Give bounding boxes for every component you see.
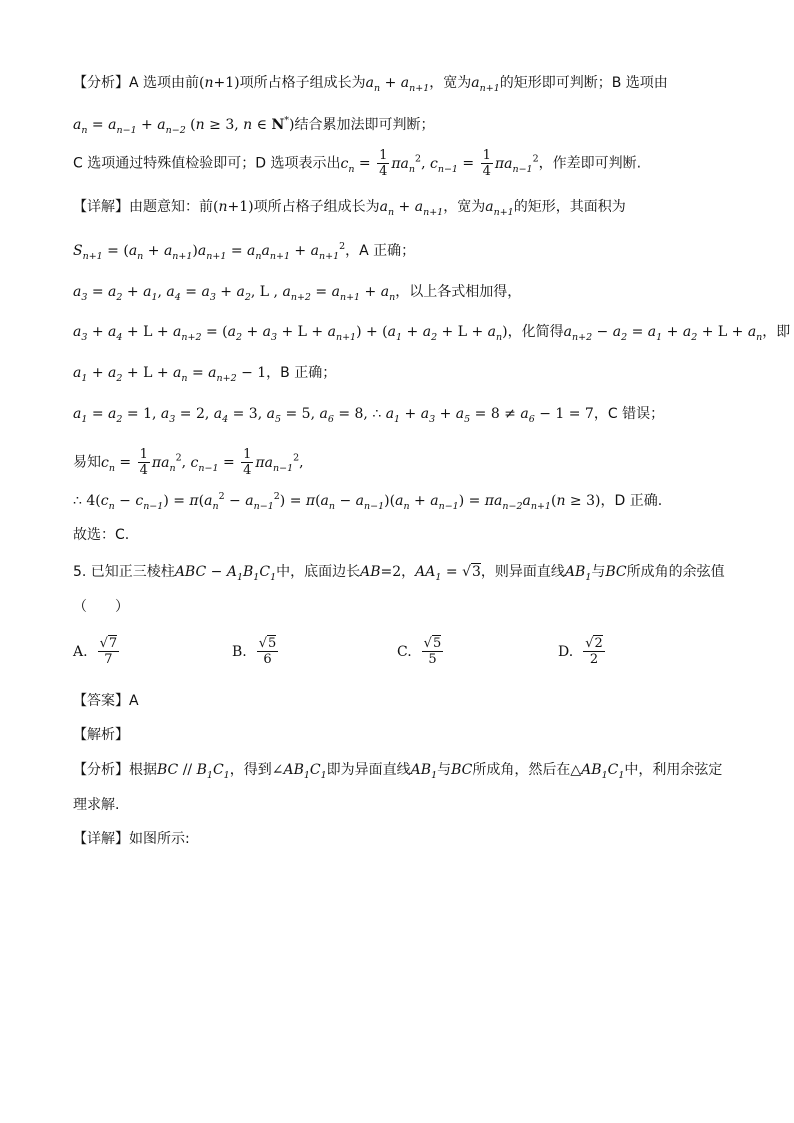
option-c: C. $\frac{√5}{5}$: [397, 636, 442, 667]
analysis-line-1: 【分析】A 选项由前(n+1)项所占格子组成长为$a_n + a_{n+1}$，宽为$a_{n+1}$的矩形即可判断；B 选项由: [73, 75, 668, 94]
analysis-line-3: C 选项通过特殊值检验即可；D 选项表示出$c_n$ = $\frac{1}{4}$ $\pi a_n^2$, $c_{n-1}$ = $\frac{1}{4}$ $\pi a_{n-1}^2$，作差即可判断.: [73, 148, 642, 179]
answer-value: A: [129, 693, 139, 709]
option-d: D. $\frac{√2}{2}$: [558, 636, 603, 667]
detail-line-8: ∴ $4(c_n - c_{n-1}) = \pi(a_n^2 - a_{n-1}^2) = \pi(a_n - a_{n-1})(a_n + a_{n-1}) = \pi a_{n-2}a_{n+1}(n \ge 3)$，D 正确.: [73, 491, 663, 512]
option-a: A. $\frac{√7}{7}$: [73, 636, 118, 667]
option-b: B. $\frac{√5}{6}$: [232, 636, 277, 667]
detail-line-6: $a_1 = a_2 = 1$, $a_3 = 2$, $a_4 = 3$, $a_5 = 5$, $a_6 = 8$, ∴ $a_1 + a_3 + a_5 = 8 \ne a_6 - 1 = 7$，C 错误；: [73, 406, 665, 425]
question-5-stem: 5. 已知正三棱柱ABC − $A_1B_1C_1$中，底面边长AB=2，$AA_1 = √3$，则异面直线$AB_1$与BC所成角的余弦值: [73, 564, 725, 583]
detail-line-5: $a_1 + a_2 + L + a_n = a_{n+2} - 1$，B 正确；: [73, 365, 337, 384]
detail-line-7: 易知$c_n$ = $\frac{1}{4}$ $\pi a_n^2$, $c_{n-1}$ = $\frac{1}{4}$ $\pi a_{n-1}^2$,: [73, 447, 304, 478]
answer-tag: 【答案】: [73, 693, 129, 709]
detail-line-2: $S_{n+1} = (a_n + a_{n+1})a_{n+1} = a_na_{n+1} + a_{n+1}^2$，A 正确；: [73, 241, 416, 262]
detail-line-3: $a_3 = a_2 + a_1$, $a_4 = a_3 + a_2$, L , $a_{n+2} = a_{n+1} + a_n$，以上各式相加得，: [73, 284, 522, 303]
analysis-tag: 【分析】: [73, 75, 129, 91]
analysis-5-line-1: 【分析】根据BC // $B_1C_1$，得到$\angle AB_1C_1$即为异面直线$AB_1$与BC所成角，然后在$\triangle AB_1C_1$中，利用余弦定: [73, 762, 723, 781]
jiexi-tag: 【解析】: [73, 727, 129, 743]
detail-tag: 【详解】: [73, 199, 129, 215]
analysis-line-2: $a_n = a_{n-1} + a_{n-2}$ (n ≥ 3, n ∈ N*)结合累加法即可判断；: [73, 115, 435, 136]
detail-line-1: 【详解】由题意知：前(n+1)项所占格子组成长为$a_n + a_{n+1}$，宽为$a_{n+1}$的矩形，其面积为: [73, 199, 626, 218]
detail-5-line: 【详解】如图所示:: [73, 831, 190, 847]
conclusion-line: 故选：C.: [73, 527, 130, 543]
answer-line: [73, 694, 754, 708]
detail-line-4: $a_3 + a_4 + L + a_{n+2} = (a_2 + a_3 + L + a_{n+1}) + (a_1 + a_2 + L + a_n)$，化简得$a_{n+2} - a_2 = a_1 + a_2 + L + a_n$，即: [73, 324, 791, 343]
question-5-paren: （ ）: [73, 599, 129, 615]
analysis-5-line-2: 理求解.: [73, 797, 120, 813]
